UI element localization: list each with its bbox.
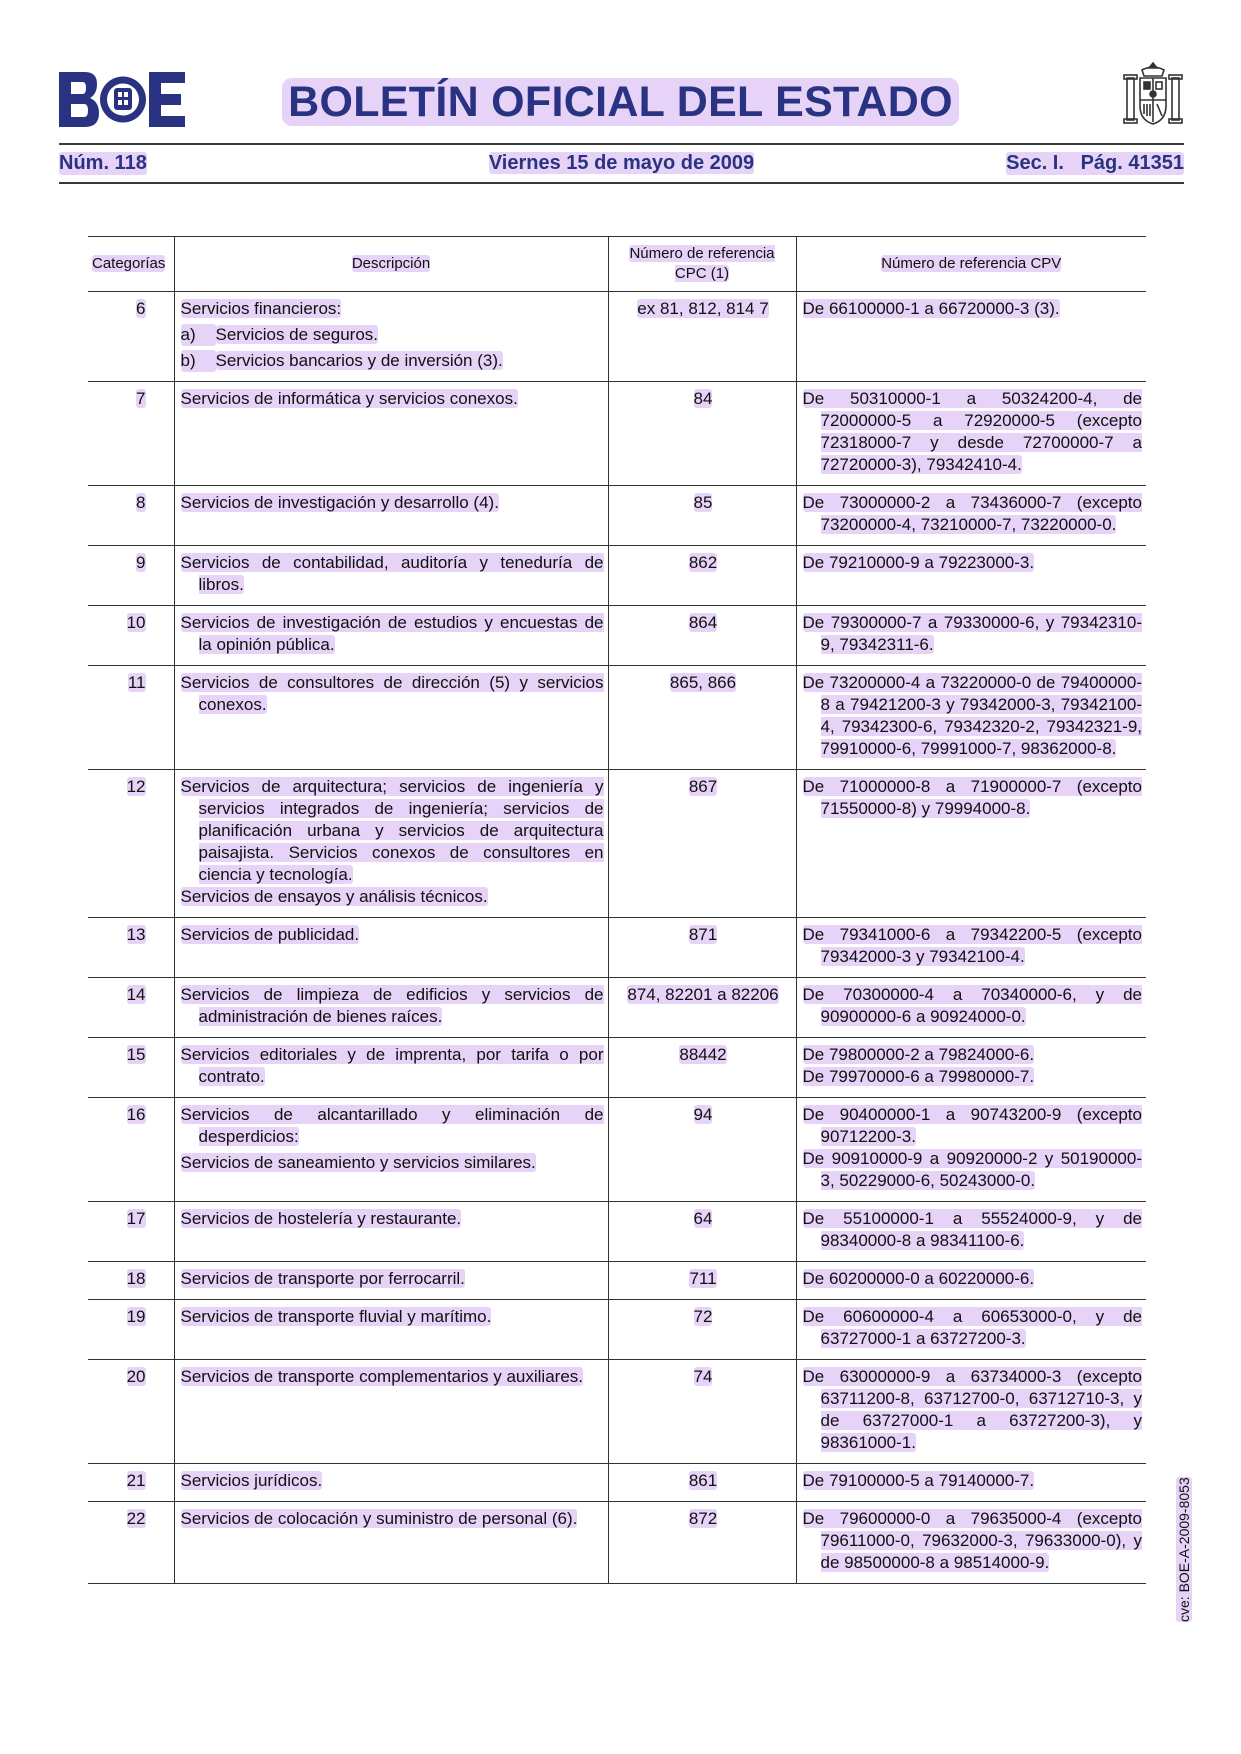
cpc-reference: 864 (688, 613, 718, 632)
cpv-reference: De 90400000-1 a 90743200-9 (excepto 90712200-3. (802, 1105, 1142, 1146)
cpc-cell (608, 1038, 796, 1098)
cpv-reference: De 55100000-1 a 55524000-9, y de 98340000-8 a 98341100-6. (802, 1209, 1142, 1250)
list-item-text: Servicios de seguros. (215, 325, 379, 344)
cpv-cell (796, 666, 1146, 770)
cve-label: cve: BOE-A-2009-8053 (1176, 1477, 1192, 1622)
cpc-cell (608, 1262, 796, 1300)
description-cell (174, 666, 608, 770)
table-row (88, 918, 1146, 978)
description-cell (174, 1360, 608, 1464)
cpc-reference: 867 (688, 777, 718, 796)
col-header-cpv: Número de referencia CPV (796, 237, 1146, 292)
cpc-cell (608, 606, 796, 666)
category-cell (88, 666, 174, 770)
table-row (88, 606, 1146, 666)
category-number: 12 (126, 777, 146, 796)
category-number: 15 (126, 1045, 146, 1064)
cpv-reference: De 79800000-2 a 79824000-6. (802, 1045, 1035, 1064)
category-number: 20 (126, 1367, 146, 1386)
cpc-cell (608, 918, 796, 978)
cpc-reference: ex 81, 812, 814 7 (637, 299, 769, 318)
cpc-reference: 94 (693, 1105, 713, 1124)
page-title (0, 78, 1241, 127)
cpc-cell (608, 292, 796, 382)
cpv-reference: De 71000000-8 a 71900000-7 (excepto 71550000-8) y 79994000-8. (802, 777, 1142, 818)
category-number: 11 (127, 673, 146, 692)
cpv-cell (796, 382, 1146, 486)
description-cell (174, 382, 608, 486)
description-text: Servicios de limpieza de edificios y servicios de administración de bienes raíces. (180, 985, 604, 1026)
category-cell (88, 606, 174, 666)
category-cell (88, 382, 174, 486)
cpv-cell (796, 606, 1146, 666)
description-text: Servicios de transporte por ferrocarril. (180, 1269, 465, 1288)
category-cell (88, 546, 174, 606)
description-text: Servicios editoriales y de imprenta, por tarifa o por contrato. (180, 1045, 604, 1086)
description-cell (174, 918, 608, 978)
category-cell (88, 770, 174, 918)
description-text: Servicios de ensayos y análisis técnicos. (180, 887, 488, 906)
cpv-reference: De 90910000-9 a 90920000-2 y 50190000-3, 50229000-6, 50243000-0. (802, 1149, 1142, 1190)
cpv-reference: De 73200000-4 a 73220000-0 de 79400000-8 a 79421200-3 y 79342000-3, 79342100-4, 79342300-6, 79342320-2, 79342321-9, 79910000-6, 79991000-7, 98362000-8. (802, 673, 1142, 758)
cpv-reference: De 79341000-6 a 79342200-5 (excepto 79342000-3 y 79342100-4. (802, 925, 1142, 966)
cpv-cell (796, 1300, 1146, 1360)
description-text: Servicios de arquitectura; servicios de ingeniería y servicios integrados de ingeniería; servicios de planificación urbana y servicios de arquitectura paisajista. Servicios conexos de consultores en ciencia y tecnología. (180, 777, 604, 884)
description-cell (174, 1464, 608, 1502)
table-row (88, 978, 1146, 1038)
category-number: 22 (126, 1509, 146, 1528)
category-cell (88, 1202, 174, 1262)
description-text: Servicios de informática y servicios conexos. (180, 389, 518, 408)
category-number: 19 (126, 1307, 146, 1326)
table-row (88, 1098, 1146, 1202)
cpc-cell (608, 770, 796, 918)
coat-of-arms-icon (1120, 60, 1186, 130)
description-cell (174, 770, 608, 918)
category-cell (88, 292, 174, 382)
cpc-cell (608, 666, 796, 770)
cpc-cell (608, 1300, 796, 1360)
description-cell (174, 1202, 608, 1262)
cpc-cell (608, 1098, 796, 1202)
cpv-table (88, 236, 1146, 1584)
cpv-cell (796, 1202, 1146, 1262)
table-row (88, 1464, 1146, 1502)
cpv-cell (796, 918, 1146, 978)
col-header-descripcion: Descripción (174, 237, 608, 292)
header-rule-top (59, 143, 1184, 145)
cpv-reference: De 79100000-5 a 79140000-7. (802, 1471, 1035, 1490)
category-cell (88, 1300, 174, 1360)
cpv-reference: De 79210000-9 a 79223000-3. (802, 553, 1035, 572)
cpc-cell (608, 486, 796, 546)
cpv-cell (796, 978, 1146, 1038)
cpc-reference: 74 (693, 1367, 713, 1386)
description-text: Servicios de saneamiento y servicios similares. (180, 1153, 536, 1172)
cpv-reference: De 79300000-7 a 79330000-6, y 79342310-9, 79342311-6. (802, 613, 1142, 654)
cpv-reference: De 60600000-4 a 60653000-0, y de 63727000-1 a 63727200-3. (802, 1307, 1142, 1348)
description-text: Servicios de hostelería y restaurante. (180, 1209, 462, 1228)
title-text: BOLETÍN OFICIAL DEL ESTADO (282, 78, 959, 126)
col-header-categorias: Categorías (88, 237, 174, 292)
table-row (88, 770, 1146, 918)
description-text: Servicios financieros: (180, 299, 342, 318)
description-text: Servicios de investigación de estudios y encuestas de la opinión pública. (180, 613, 604, 654)
table-row (88, 1300, 1146, 1360)
category-cell (88, 486, 174, 546)
table-row (88, 486, 1146, 546)
cpv-reference: De 79600000-0 a 79635000-4 (excepto 79611000-0, 79632000-3, 79633000-0), y de 98500000-8 a 98514000-9. (802, 1509, 1142, 1572)
cpv-cell (796, 1464, 1146, 1502)
description-cell (174, 486, 608, 546)
cpv-reference: De 79970000-6 a 79980000-7. (802, 1067, 1035, 1086)
description-text: Servicios de colocación y suministro de personal (6). (180, 1509, 578, 1528)
header-rule-bottom (59, 182, 1184, 184)
cpv-cell (796, 486, 1146, 546)
category-cell (88, 1464, 174, 1502)
category-number: 6 (136, 299, 146, 318)
cpv-cell (796, 770, 1146, 918)
cpc-reference: 72 (693, 1307, 713, 1326)
description-cell (174, 978, 608, 1038)
cpc-reference: 862 (688, 553, 718, 572)
cpc-reference: 865, 866 (669, 673, 737, 692)
list-label: b) (181, 350, 216, 372)
issue-number: Núm. 118 (59, 152, 147, 174)
cpv-cell (796, 1098, 1146, 1202)
description-cell (174, 606, 608, 666)
table-row (88, 546, 1146, 606)
table-row (88, 666, 1146, 770)
cpv-reference: De 60200000-0 a 60220000-6. (802, 1269, 1035, 1288)
cpv-reference: De 66100000-1 a 66720000-3 (3). (802, 299, 1060, 318)
cpv-cell (796, 1502, 1146, 1584)
cpc-cell (608, 546, 796, 606)
description-cell (174, 1262, 608, 1300)
description-text: Servicios de contabilidad, auditoría y teneduría de libros. (180, 553, 604, 594)
description-cell (174, 1038, 608, 1098)
info-bar (59, 152, 1184, 180)
category-number: 18 (126, 1269, 146, 1288)
cpc-reference: 88442 (679, 1045, 727, 1064)
description-text: Servicios de investigación y desarrollo (4). (180, 493, 499, 512)
category-number: 16 (126, 1105, 146, 1124)
cpc-reference: 861 (688, 1471, 718, 1490)
category-cell (88, 1502, 174, 1584)
cpc-cell (608, 1464, 796, 1502)
cpv-cell (796, 546, 1146, 606)
list-item-text: Servicios bancarios y de inversión (3). (215, 351, 503, 370)
table-row (88, 382, 1146, 486)
table-row (88, 292, 1146, 382)
category-cell (88, 978, 174, 1038)
description-cell (174, 546, 608, 606)
cpc-reference: 871 (688, 925, 718, 944)
cpc-reference: 711 (689, 1269, 717, 1288)
table-row (88, 1038, 1146, 1098)
cpc-reference: 874, 82201 a 82206 (627, 985, 779, 1004)
category-number: 13 (126, 925, 146, 944)
cpc-cell (608, 1360, 796, 1464)
cpv-cell (796, 292, 1146, 382)
description-cell (174, 1502, 608, 1584)
category-cell (88, 1360, 174, 1464)
cpc-cell (608, 978, 796, 1038)
description-text: Servicios de consultores de dirección (5) y servicios conexos. (180, 673, 604, 714)
cpc-cell (608, 1202, 796, 1262)
category-cell (88, 1098, 174, 1202)
issue-date: Viernes 15 de mayo de 2009 (488, 152, 755, 174)
cpc-reference: 84 (693, 389, 713, 408)
category-number: 10 (126, 613, 146, 632)
cpc-reference: 872 (688, 1509, 718, 1528)
table-row (88, 1262, 1146, 1300)
cpc-reference: 85 (693, 493, 713, 512)
cpv-reference: De 50310000-1 a 50324200-4, de 72000000-5 a 72920000-5 (excepto 72318000-7 y desde 72700000-7 a 72720000-3), 79342410-4. (802, 389, 1142, 474)
cpv-reference: De 73000000-2 a 73436000-7 (excepto 73200000-4, 73210000-7, 73220000-0. (802, 493, 1142, 534)
category-cell (88, 1262, 174, 1300)
description-text: Servicios de alcantarillado y eliminación de desperdicios: (180, 1105, 604, 1146)
table-header-row (88, 237, 1146, 292)
col-header-cpc: Número de referencia CPC (1) (608, 237, 796, 292)
description-cell (174, 1300, 608, 1360)
category-cell (88, 918, 174, 978)
cpv-cell (796, 1262, 1146, 1300)
list-label: a) (181, 324, 216, 346)
cpc-cell (608, 1502, 796, 1584)
category-cell (88, 1038, 174, 1098)
cpv-cell (796, 1038, 1146, 1098)
description-text: Servicios jurídicos. (180, 1471, 323, 1490)
category-number: 21 (126, 1471, 146, 1490)
section-page: Sec. I. Pág. 41351 (1006, 152, 1184, 174)
cpv-reference: De 70300000-4 a 70340000-6, y de 90900000-6 a 90924000-0. (802, 985, 1142, 1026)
table-row (88, 1502, 1146, 1584)
category-number: 7 (136, 389, 146, 408)
description-cell (174, 292, 608, 382)
category-number: 8 (136, 493, 146, 512)
description-text: Servicios de transporte complementarios y auxiliares. (180, 1367, 584, 1386)
description-cell (174, 1098, 608, 1202)
table-row (88, 1360, 1146, 1464)
table-row (88, 1202, 1146, 1262)
description-text: Servicios de publicidad. (180, 925, 360, 944)
description-text: Servicios de transporte fluvial y marítimo. (180, 1307, 492, 1326)
category-number: 17 (126, 1209, 146, 1228)
cpv-cell (796, 1360, 1146, 1464)
cpc-cell (608, 382, 796, 486)
cpc-reference: 64 (693, 1209, 713, 1228)
table-body (88, 292, 1146, 1584)
category-number: 9 (136, 553, 146, 572)
category-number: 14 (126, 985, 146, 1004)
cpv-reference: De 63000000-9 a 63734000-3 (excepto 63711200-8, 63712700-0, 63712710-3, y de 63727000-1 a 63727200-3), y 98361000-1. (802, 1367, 1142, 1452)
